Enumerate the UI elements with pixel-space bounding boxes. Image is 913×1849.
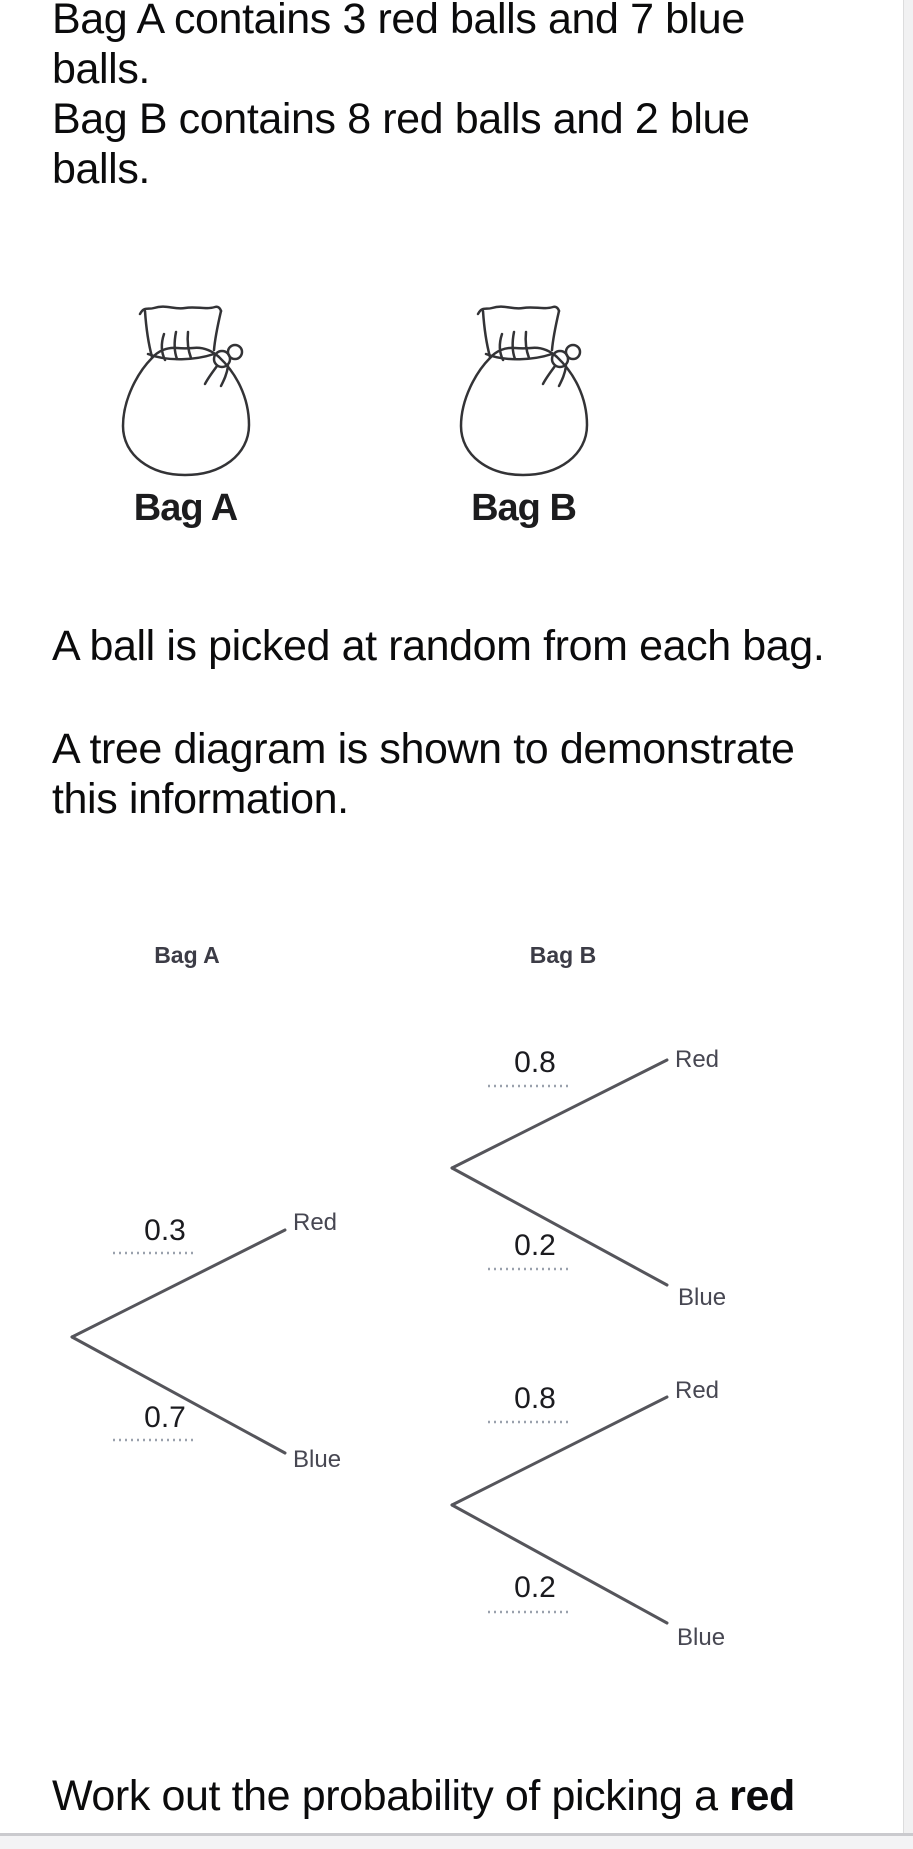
bag-gather-stroke: [513, 332, 515, 359]
bag-knot-loop: [566, 345, 580, 359]
bag-neck-right: [214, 311, 221, 350]
tree-intro-paragraph: [52, 724, 794, 824]
bottom-section-divider: [0, 1833, 913, 1849]
bag-a-drawing: [108, 296, 263, 482]
probability-label-bag-a-red: 0.3: [144, 1214, 186, 1247]
outcome-label-bag-b-bottom-blue: Blue: [677, 1624, 726, 1651]
outcome-label-bag-b-top-red: Red: [675, 1046, 720, 1073]
bag-gather-stroke: [526, 332, 529, 358]
tree-header-bag-a: Bag A: [154, 942, 220, 968]
bag-gather-stroke: [162, 334, 165, 360]
bag-body-outline: [461, 348, 587, 475]
bag-knot-tail: [543, 366, 555, 384]
bag-knot-tail: [205, 366, 217, 384]
branch-line-bag-b-bottom-red: [452, 1397, 667, 1505]
branch-line-bag-b-top-red: [452, 1060, 667, 1168]
tree-header-bag-b: Bag B: [529, 942, 597, 968]
intro-paragraph: [52, 0, 750, 194]
outcome-label-bag-b-top-blue: Blue: [678, 1284, 727, 1311]
probability-label-bag-b-top-blue: 0.2: [514, 1229, 556, 1262]
tree-intro-line: this information.: [52, 775, 349, 823]
branch-line-bag-a-blue: [72, 1337, 285, 1453]
bag-body-outline: [123, 348, 249, 475]
bag-knot-loop: [228, 345, 242, 359]
bag-knot-tail: [559, 366, 566, 386]
bag-gather-stroke: [500, 334, 503, 360]
branch-line-bag-b-bottom-blue: [452, 1505, 667, 1623]
bag-neck-top: [140, 307, 221, 314]
bag-knot-tail: [221, 366, 228, 386]
probability-label-bag-b-top-red: 0.8: [514, 1046, 556, 1079]
bag-neck-left: [483, 311, 490, 357]
tree-intro-line: A tree diagram is shown to demonstrate: [52, 725, 795, 773]
bag-b-drawing: [446, 296, 601, 482]
intro-line: Bag A contains 3 red balls and 7 blue: [52, 0, 745, 43]
bag-neck-left: [145, 311, 152, 357]
bag-a-caption: Bag A: [133, 487, 238, 529]
tree-diagram: [0, 930, 913, 1660]
intro-line: Bag B contains 8 red balls and 2 blue: [52, 95, 750, 143]
question-text: [52, 1771, 795, 1821]
branch-line-bag-b-top-blue: [452, 1168, 667, 1285]
outcome-label-bag-a-blue: Blue: [293, 1446, 342, 1473]
bag-b-caption: Bag B: [471, 487, 576, 529]
bag-neck-top: [478, 307, 559, 314]
bag-tie-cord: [148, 354, 214, 359]
scrollbar-track[interactable]: [903, 0, 913, 1849]
probability-label-bag-b-bottom-red: 0.8: [514, 1382, 556, 1415]
bag-tie-cord: [486, 354, 552, 359]
probability-label-bag-b-bottom-blue: 0.2: [514, 1571, 556, 1604]
outcome-label-bag-a-red: Red: [293, 1209, 338, 1236]
question-bold-word: red: [729, 1772, 795, 1820]
bag-gather-stroke: [188, 332, 191, 358]
outcome-label-bag-b-bottom-red: Red: [675, 1377, 720, 1404]
bag-gather-stroke: [175, 332, 177, 359]
intro-line: balls.: [52, 45, 150, 93]
probability-label-bag-a-blue: 0.7: [144, 1401, 186, 1434]
pick-statement: A ball is picked at random from each bag.: [52, 622, 825, 670]
intro-line: balls.: [52, 145, 150, 193]
question-prefix: Work out the probability of picking a: [52, 1772, 730, 1820]
bag-neck-right: [552, 311, 559, 350]
